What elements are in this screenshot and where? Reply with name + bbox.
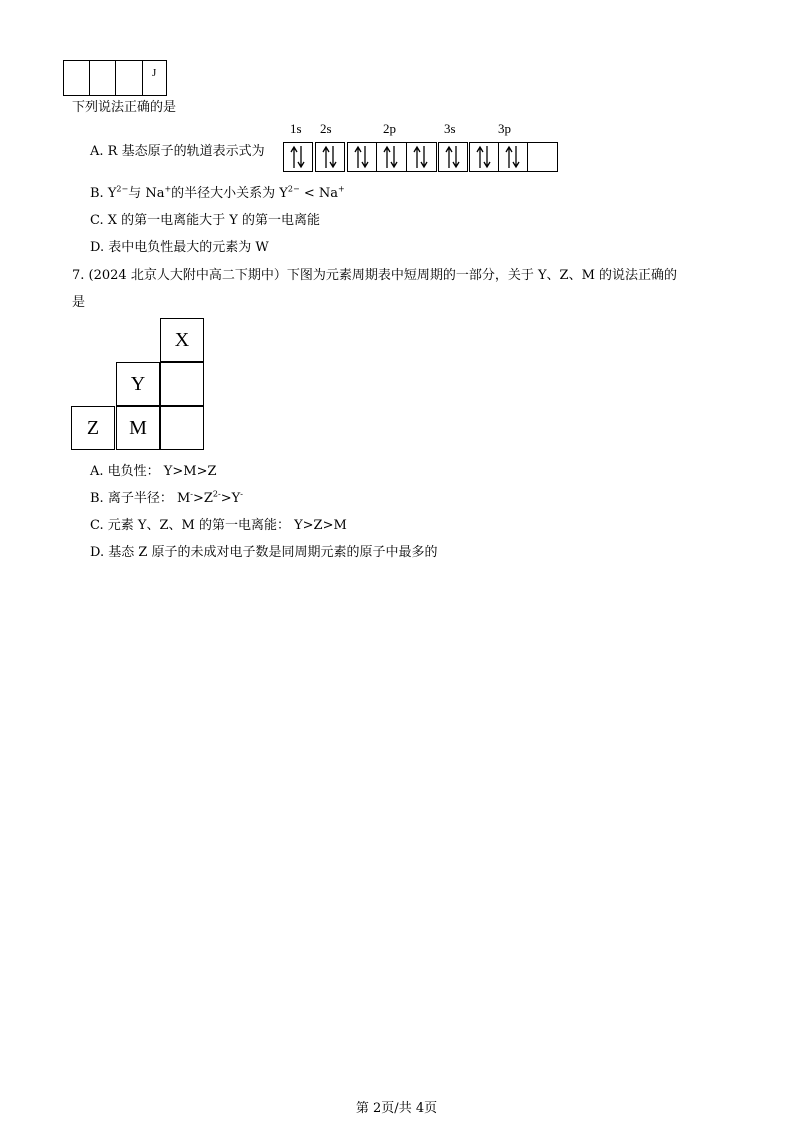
q7-option-b: B. 离子半径： $M^->Z^{2-}>Y^-$: [90, 489, 243, 506]
orbital-box-3s: [438, 142, 468, 172]
element-cell-empty: [160, 362, 204, 406]
paired-electrons-arrow-icon: [348, 143, 377, 171]
top-table-cell: [89, 60, 116, 96]
q6-option-c: C. X 的第一电离能大于 Y 的第一电离能: [90, 213, 320, 228]
q6-option-d: D. 表中电负性最大的元素为 W: [90, 240, 269, 255]
paired-electrons-arrow-icon: [439, 143, 467, 171]
empty-orbital-slot: [528, 143, 557, 171]
orbital-label-1s: 1s: [290, 121, 302, 136]
paired-electrons-arrow-icon: [499, 143, 528, 171]
element-cell-z: Z: [71, 406, 115, 450]
q7-option-c: C. 元素 Y、Z、M 的第一电离能： Y>Z>M: [90, 518, 347, 533]
element-cell-empty: [160, 406, 204, 450]
element-cell-x: X: [160, 318, 204, 362]
page-footer: 第 2页/共 4页: [355, 1101, 438, 1116]
orbital-label-3p: 3p: [498, 121, 511, 136]
q7-option-a: A. 电负性： Y>M>Z: [90, 464, 217, 479]
orbital-label-2p: 2p: [383, 121, 396, 136]
element-cell-m: M: [116, 406, 160, 450]
orbital-label-3s: 3s: [444, 121, 456, 136]
top-table-cell: [63, 60, 90, 96]
q7-stem-line1: 7. (2024 北京人大附中高二下期中）下图为元素周期表中短周期的一部分，关于 Y、Z、M 的说法正确的: [72, 268, 678, 283]
paired-electrons-arrow-icon: [284, 143, 312, 171]
orbital-box-1s: [283, 142, 313, 172]
q6-stem: 下列说法正确的是: [72, 100, 177, 115]
orbital-box-2p: [347, 142, 437, 172]
paired-electrons-arrow-icon: [470, 143, 499, 171]
q6-option-b: B. $Y^{2-}$与 Na+的半径大小关系为 $Y^{2-} < Na^+$: [90, 184, 345, 201]
q7-stem-line2: 是: [72, 295, 86, 310]
orbital-label-2s: 2s: [320, 121, 332, 136]
q7-option-d: D. 基态 Z 原子的未成对电子数是同周期元素的原子中最多的: [90, 545, 438, 560]
orbital-box-2s: [315, 142, 345, 172]
cell-label-j: J: [152, 67, 157, 79]
top-table-cell: [115, 60, 143, 96]
orbital-box-3p: [469, 142, 558, 172]
element-cell-y: Y: [116, 362, 160, 406]
paired-electrons-arrow-icon: [316, 143, 344, 171]
paired-electrons-arrow-icon: [407, 143, 436, 171]
paired-electrons-arrow-icon: [377, 143, 406, 171]
top-table-cell: [142, 60, 167, 96]
q6-option-a: A. R 基态原子的轨道表示式为: [90, 144, 265, 159]
